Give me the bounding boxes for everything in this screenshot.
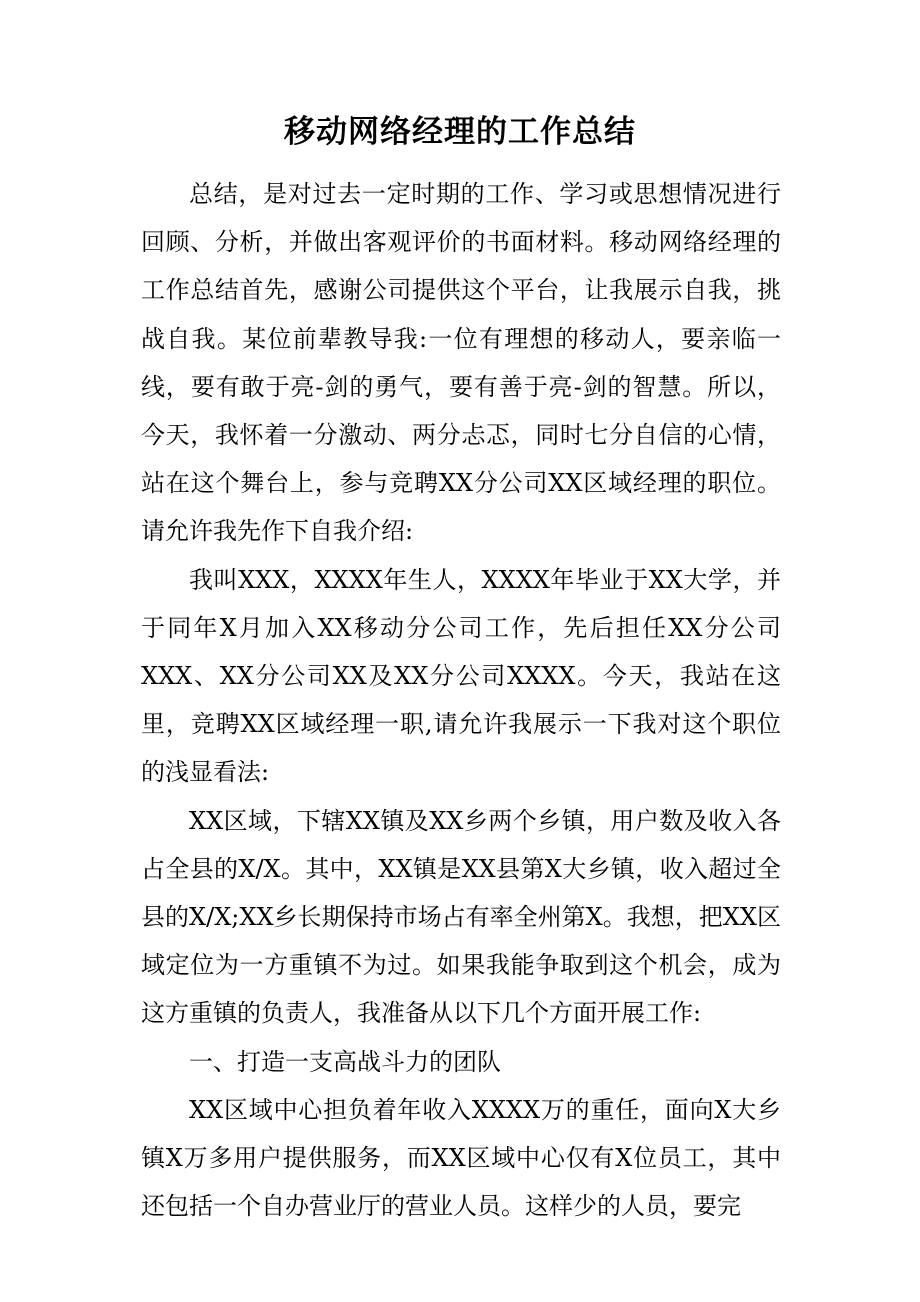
document-title: 移动网络经理的工作总结 bbox=[284, 114, 636, 150]
document-body bbox=[141, 170, 781, 1230]
paragraph-intro: 总结，是对过去一定时期的工作、学习或思想情况进行回顾、分析，并做出客观评价的书面材料。移动网络经理的工作总结首先，感谢公司提供这个平台，让我展示自我，挑战自我。某位前辈教导我:一位有理想的移动人，要亲临一线，要有敢于亮-剑的勇气，要有善于亮-剑的智慧。所以，今天，我怀着一分激动、两分忐忑，同时七分自信的心情，站在这个舞台上，参与竞聘XX分公司XX区域经理的职位。请允许我先作下自我介绍: bbox=[141, 180, 781, 546]
section-heading-team: 一、打造一支高战斗力的团队 bbox=[189, 1047, 501, 1076]
paragraph-self-introduction: 我叫XXX，XXXX年生人，XXXX年毕业于XX大学，并于同年X月加入XX移动分公司工作，先后担任XX分公司XXX、XX分公司XX及XX分公司XXXX。今天，我站在这里，竞聘XX区域经理一职,请允许我展示一下我对这个职位的浅显看法: bbox=[141, 565, 781, 787]
paragraph-region-overview: XX区域，下辖XX镇及XX乡两个乡镇，用户数及收入各占全县的X/X。其中，XX镇是XX县第X大乡镇，收入超过全县的X/X;XX乡长期保持市场占有率全州第X。我想，把XX区域定位为一方重镇不为过。如果我能争取到这个机会，成为这方重镇的负责人，我准备从以下几个方面开展工作: bbox=[141, 806, 781, 1028]
paragraph-team-building: XX区域中心担负着年收入XXXX万的重任，面向X大乡镇X万多用户提供服务，而XX区域中心仅有X位员工，其中还包括一个自办营业厅的营业人员。这样少的人员，要完 bbox=[141, 1095, 781, 1221]
